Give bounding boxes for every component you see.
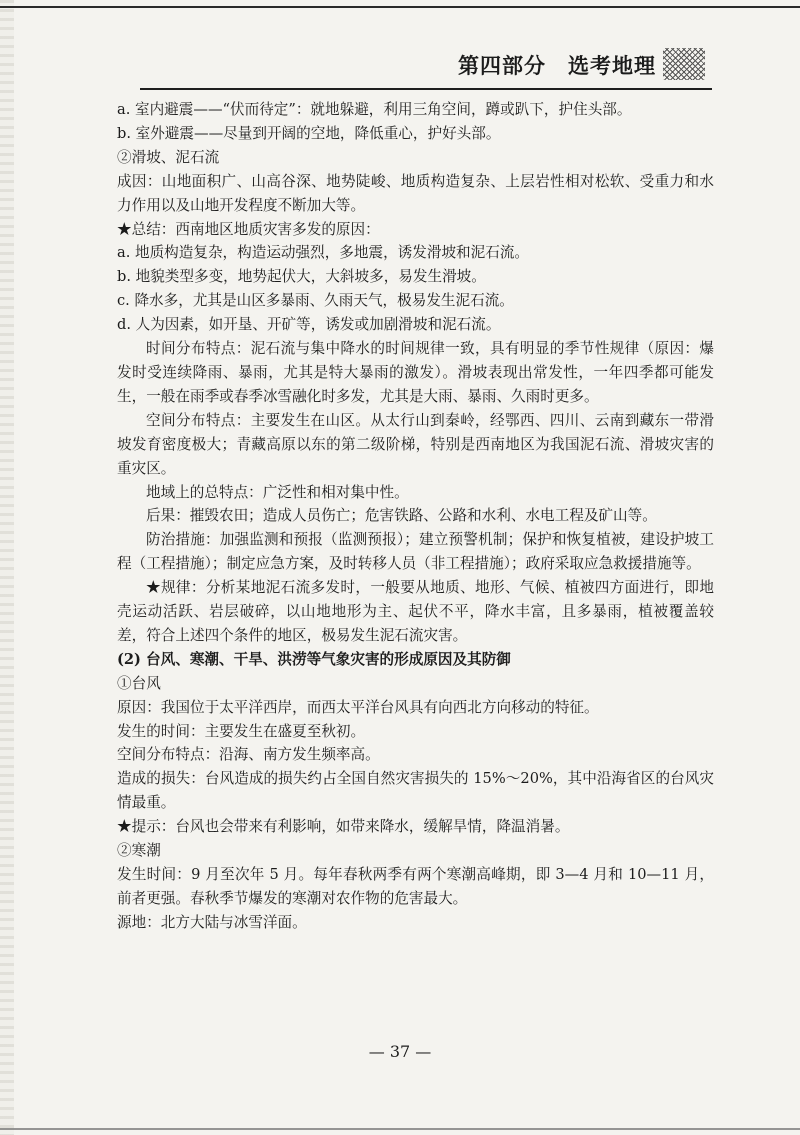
paragraph: ★规律：分析某地泥石流多发时，一般要从地质、地形、气候、植被四方面进行，即地壳运动活跃、岩层破碎，以山地地形为主、起伏不平，降水丰富，且多暴雨，植被覆盖较差，符合上述四个条件的地区，极易发生泥石流灾害。 (117, 579, 714, 644)
paragraph: 造成的损失：台风造成的损失约占全国自然灾害损失的 15%～20%，其中沿海省区的台风灾情最重。 (117, 770, 714, 812)
paragraph: ①台风 (117, 674, 161, 692)
paragraph: a. 室内避震——“伏而待定”：就地躲避，利用三角空间，蹲或趴下，护住头部。 (117, 101, 632, 118)
paragraph: 发生时间：9 月至次年 5 月。每年春秋两季有两个寒潮高峰期，即 3—4 月和 10—11 月，前者更强。春秋季节爆发的寒潮对农作物的危害最大。 (117, 866, 714, 907)
paragraph: c. 降水多，尤其是山区多暴雨、久雨天气，极易发生泥石流。 (117, 292, 514, 310)
header-ornament-icon (663, 48, 705, 80)
page-binding-edge (0, 0, 14, 1135)
paragraph: 空间分布特点：主要发生在山区。从太行山到秦岭，经鄂西、四川、云南到藏东一带滑坡发育密度极大；青藏高原以东的第二级阶梯，特别是西南地区为我国泥石流、滑坡灾害的重灾区。 (117, 411, 714, 477)
paragraph: 防治措施：加强监测和预报（监测预报）；建立预警机制；保护和恢复植被，建设护坡工程（工程措施）；制定应急方案，及时转移人员（非工程措施）；政府采取应急救援措施等。 (117, 531, 714, 573)
paragraph: 原因：我国位于太平洋西岸，而西太平洋台风具有向西北方向移动的特征。 (117, 698, 599, 716)
top-scan-rule (0, 6, 800, 8)
page-header (458, 50, 708, 80)
paragraph: 源地：北方大陆与冰雪洋面。 (117, 913, 307, 931)
header-divider (140, 88, 712, 90)
subsection-heading: (2) 台风、寒潮、干旱、洪涝等气象灾害的形成原因及其防御 (117, 650, 511, 668)
page-number: — 37 — (368, 1042, 432, 1061)
paragraph: d. 人为因素，如开垦、开矿等，诱发或加剧滑坡和泥石流。 (117, 316, 501, 334)
bottom-scan-rule (0, 1128, 800, 1130)
paragraph: a. 地质构造复杂，构造运动强烈，多地震，诱发滑坡和泥石流。 (117, 244, 530, 262)
summary-heading: ★总结：西南地区地质灾害多发的原因： (117, 220, 380, 238)
paragraph: 地域上的总特点：广泛性和相对集中性。 (146, 483, 409, 501)
paragraph: 后果：摧毁农田；造成人员伤亡；危害铁路、公路和水利、水电工程及矿山等。 (146, 507, 657, 525)
body-text (117, 98, 714, 935)
paragraph: b. 室外避震——尽量到开阔的空地，降低重心，护好头部。 (117, 124, 501, 142)
paragraph: 发生的时间：主要发生在盛夏至秋初。 (117, 722, 366, 740)
paragraph: 空间分布特点：沿海、南方发生频率高。 (117, 746, 380, 764)
section-title: 第四部分 选考地理 (458, 54, 656, 78)
tip-note: ★提示：台风也会带来有利影响，如带来降水，缓解旱情，降温消暑。 (117, 818, 570, 836)
paragraph: 成因：山地面积广、山高谷深、地势陡峻、地质构造复杂、上层岩性相对松软、受重力和水力作用以及山地开发程度不断加大等。 (117, 172, 714, 214)
paragraph: ②滑坡、泥石流 (117, 148, 220, 166)
paragraph: b. 地貌类型多变，地势起伏大，大斜坡多，易发生滑坡。 (117, 268, 486, 286)
paragraph: ②寒潮 (117, 842, 161, 860)
paragraph: 时间分布特点：泥石流与集中降水的时间规律一致，具有明显的季节性规律（原因：爆发时受连续降雨、暴雨，尤其是特大暴雨的激发）。滑坡表现出常发性，一年四季都可能发生，一般在雨季或春季冰雪融化时多发，尤其是大雨、暴雨、久雨时更多。 (117, 340, 714, 405)
